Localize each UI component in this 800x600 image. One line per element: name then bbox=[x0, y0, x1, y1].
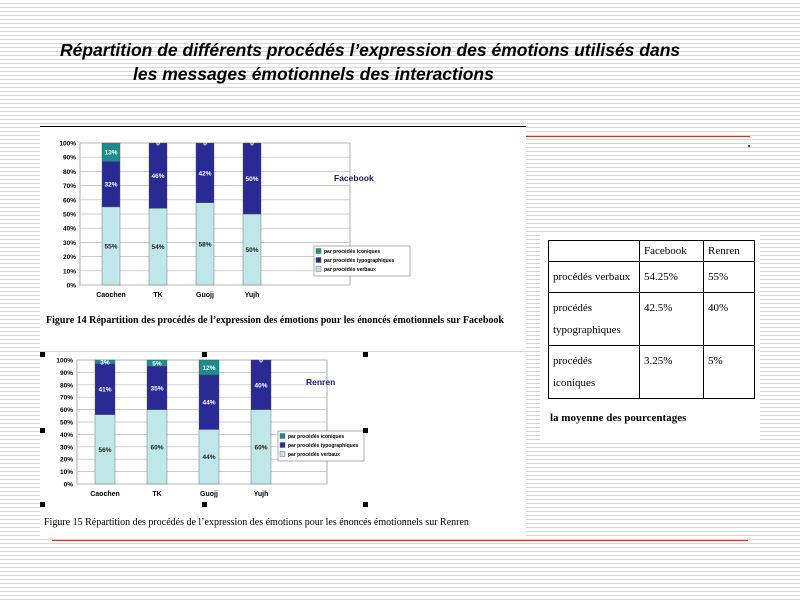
y-tick-label: 80% bbox=[59, 382, 73, 390]
table-cell: procédés iconiques bbox=[549, 346, 640, 399]
data-label: 35% bbox=[150, 385, 164, 393]
data-label: 44% bbox=[202, 399, 216, 407]
data-label: 54% bbox=[151, 244, 165, 252]
table-cell: 55% bbox=[704, 262, 755, 293]
category-label: Guojj bbox=[200, 491, 218, 498]
category-label: Caochen bbox=[96, 292, 126, 299]
y-tick-label: 90% bbox=[59, 369, 73, 377]
table-cell: 54.25% bbox=[640, 262, 704, 293]
table-header-cell bbox=[549, 241, 640, 262]
renren-chart-caption: Figure 15 Répartition des procédés de l’expression des émotions pour les énoncés émotionnels sur Renren bbox=[44, 517, 469, 528]
table-row bbox=[549, 293, 755, 346]
data-label: 0 bbox=[156, 140, 160, 148]
data-label: 50% bbox=[245, 247, 259, 254]
data-label: 55% bbox=[104, 243, 118, 251]
data-label: 50% bbox=[245, 176, 259, 183]
legend-swatch bbox=[316, 267, 321, 272]
renren-chart bbox=[40, 352, 526, 512]
selection-handle[interactable] bbox=[40, 428, 45, 433]
legend-swatch bbox=[280, 434, 285, 439]
category-label: TK bbox=[152, 491, 162, 498]
data-label: 32% bbox=[104, 181, 118, 189]
selection-handle[interactable] bbox=[40, 352, 45, 357]
table-cell: procédés typographiques bbox=[549, 293, 640, 346]
category-label: Yujh bbox=[253, 491, 269, 498]
legend-label: par procédés verbaux bbox=[288, 452, 340, 458]
table-header-cell: Facebook bbox=[640, 241, 704, 262]
data-label: 60% bbox=[150, 444, 164, 452]
table-row bbox=[549, 346, 755, 399]
table-cell: 40% bbox=[704, 293, 755, 346]
y-tick-label: 50% bbox=[62, 211, 76, 219]
legend-label: par procédés verbaux bbox=[324, 267, 376, 273]
selection-handle[interactable] bbox=[363, 428, 368, 433]
y-tick-label: 20% bbox=[59, 456, 73, 464]
data-label: 60% bbox=[254, 444, 268, 452]
selection-handle[interactable] bbox=[363, 352, 368, 357]
y-tick-label: 70% bbox=[59, 394, 73, 402]
y-tick-label: 40% bbox=[62, 225, 76, 233]
table-caption: la moyenne des pourcentages bbox=[550, 412, 687, 424]
table-cell: procédés verbaux bbox=[549, 262, 640, 293]
selection-handle[interactable] bbox=[40, 502, 45, 507]
table-header-row bbox=[549, 241, 755, 262]
slide-title-line2: les messages émotionnels des interactions bbox=[133, 64, 494, 84]
y-tick-label: 100% bbox=[56, 357, 73, 365]
red-divider-top bbox=[526, 136, 750, 137]
selection-handle[interactable] bbox=[202, 352, 207, 357]
decorative-dot bbox=[748, 145, 750, 147]
data-label: 0 bbox=[250, 140, 254, 148]
data-label: 41% bbox=[98, 386, 112, 394]
y-tick-label: 10% bbox=[62, 268, 76, 276]
legend-swatch bbox=[280, 452, 285, 457]
data-label: 3% bbox=[100, 359, 110, 367]
slide-title-line1: Répartition de différents procédés l’expression des émotions utilisés dans bbox=[60, 40, 681, 60]
y-tick-label: 60% bbox=[59, 407, 73, 415]
renren-chart-panel bbox=[40, 352, 526, 538]
category-label: Yujh bbox=[244, 292, 260, 299]
y-tick-label: 50% bbox=[59, 419, 73, 427]
facebook-chart-caption: Figure 14 Répartition des procédés de l’expression des émotions pour les énoncés émotionnels sur Facebook bbox=[46, 315, 504, 326]
table-cell: 42.5% bbox=[640, 293, 704, 346]
facebook-chart bbox=[40, 127, 526, 313]
chart-title: Facebook bbox=[334, 173, 374, 183]
legend-label: par procédés iconiques bbox=[324, 249, 381, 255]
data-label: 58% bbox=[198, 241, 212, 249]
data-label: 44% bbox=[202, 454, 216, 462]
legend-swatch bbox=[280, 443, 285, 448]
data-label: 42% bbox=[198, 170, 212, 178]
table-cell: 5% bbox=[704, 346, 755, 399]
y-tick-label: 10% bbox=[59, 469, 73, 477]
legend-label: par procédés typographiques bbox=[324, 258, 395, 264]
slide-title bbox=[40, 38, 760, 86]
legend-label: par procédés typographiques bbox=[288, 443, 359, 449]
y-tick-label: 30% bbox=[59, 444, 73, 452]
average-table-panel bbox=[540, 234, 760, 442]
data-label: 46% bbox=[151, 173, 165, 181]
y-tick-label: 40% bbox=[59, 431, 73, 439]
y-tick-label: 20% bbox=[62, 254, 76, 262]
y-tick-label: 30% bbox=[62, 239, 76, 247]
table-cell: 3.25% bbox=[640, 346, 704, 399]
y-tick-label: 90% bbox=[62, 154, 76, 162]
y-tick-label: 70% bbox=[62, 183, 76, 191]
data-label: 12% bbox=[202, 364, 216, 372]
y-tick-label: 0% bbox=[63, 481, 73, 489]
selection-handle[interactable] bbox=[202, 502, 207, 507]
data-label: 0 bbox=[203, 140, 207, 148]
table-row bbox=[549, 262, 755, 293]
table-header-cell: Renren bbox=[704, 241, 755, 262]
data-label: 56% bbox=[98, 446, 112, 454]
category-label: TK bbox=[153, 292, 163, 299]
legend-label: par procédés iconiques bbox=[288, 434, 345, 440]
category-label: Guojj bbox=[196, 292, 214, 299]
chart-title: Renren bbox=[306, 377, 336, 387]
average-table bbox=[548, 240, 755, 399]
selection-handle[interactable] bbox=[363, 502, 368, 507]
y-tick-label: 100% bbox=[59, 140, 76, 148]
data-label: 5% bbox=[152, 360, 162, 368]
legend-swatch bbox=[316, 249, 321, 254]
legend-swatch bbox=[316, 258, 321, 263]
facebook-chart-panel bbox=[40, 126, 526, 349]
y-tick-label: 80% bbox=[62, 168, 76, 176]
data-label: 40% bbox=[254, 382, 268, 390]
category-label: Caochen bbox=[90, 491, 120, 498]
y-tick-label: 60% bbox=[62, 197, 76, 205]
data-label: 0 bbox=[259, 357, 263, 365]
data-label: 13% bbox=[104, 149, 118, 157]
y-tick-label: 0% bbox=[66, 282, 76, 290]
red-divider-bottom bbox=[52, 540, 748, 541]
